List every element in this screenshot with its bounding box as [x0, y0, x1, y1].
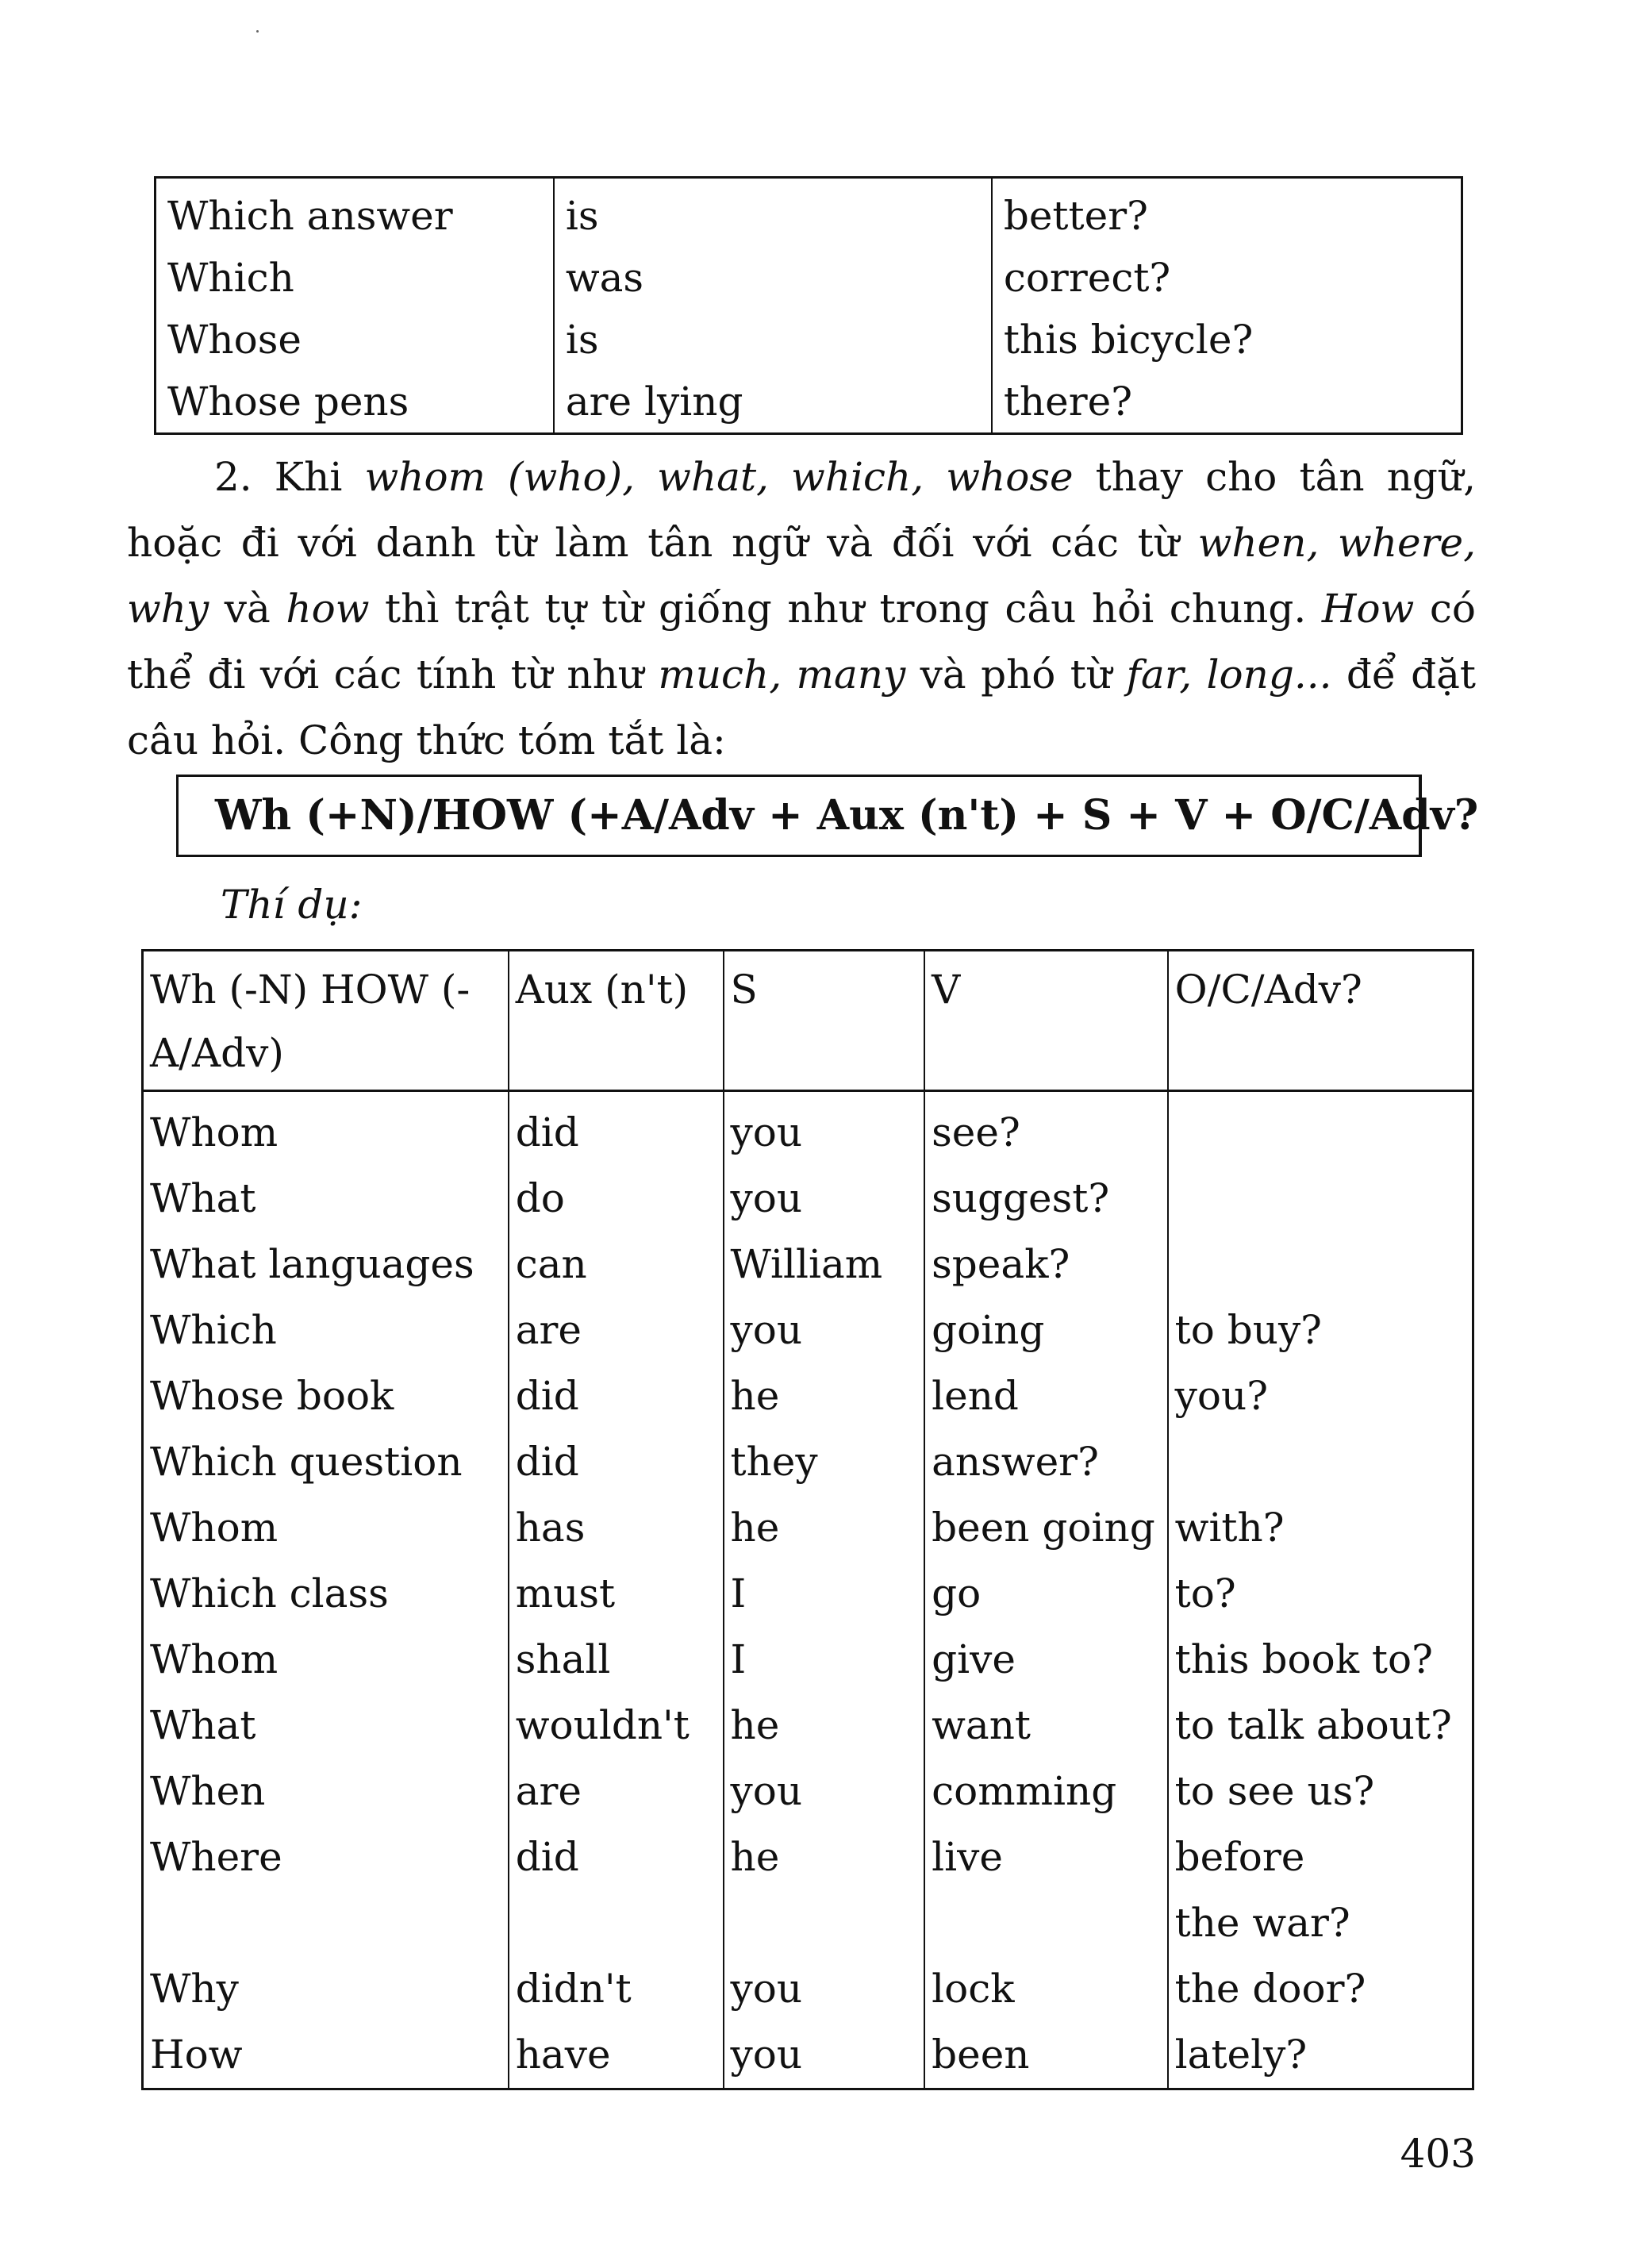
table-cell: Why	[143, 1956, 509, 2022]
para-text: và phó từ	[905, 652, 1127, 698]
table-cell: didn't	[509, 1956, 724, 2022]
table-row	[143, 1363, 1473, 1429]
page-number: 403	[1400, 2131, 1476, 2177]
table-cell: How	[143, 2022, 509, 2089]
table-cell: correct?	[992, 247, 1462, 309]
table-cell: the war?	[1168, 1890, 1473, 1956]
table-cell: live	[924, 1824, 1168, 1890]
table-row	[143, 1495, 1473, 1561]
table-cell: is	[554, 309, 992, 371]
table-cell: I	[724, 1627, 925, 1693]
table-cell: I	[724, 1561, 925, 1627]
para-text: có thể đi với các tính từ như	[127, 586, 1477, 698]
table-cell: Whose pens	[156, 371, 554, 434]
table-cell: you	[724, 1956, 925, 2022]
para-text: để đặt câu hỏi. Công thức tóm tắt là:	[127, 652, 1476, 763]
table-row	[143, 1232, 1473, 1297]
table-cell: to buy?	[1168, 1297, 1473, 1363]
table-cell: this book to?	[1168, 1627, 1473, 1693]
table-row	[156, 309, 1462, 371]
table-cell: is	[554, 178, 992, 248]
table-cell	[924, 1890, 1168, 1956]
example-table-top	[154, 176, 1463, 435]
table-cell: you	[724, 1297, 925, 1363]
formula-box: Wh (+N)/HOW (+A/Adv + Aux (n't) + S + V + O/C/Adv?	[176, 775, 1422, 857]
table-cell: he	[724, 1824, 925, 1890]
table-cell: you	[724, 1759, 925, 1824]
table-row	[143, 1956, 1473, 2022]
table-cell: lately?	[1168, 2022, 1473, 2089]
table-row	[143, 1693, 1473, 1759]
para-text: thay cho tân ngữ, hoặc đi với danh từ làm tân ngữ và đối với các từ	[127, 454, 1476, 566]
table-row	[156, 371, 1462, 434]
table-header-cell: O/C/Adv?	[1168, 951, 1473, 1091]
table-cell	[1168, 1232, 1473, 1297]
table-cell	[1168, 1166, 1473, 1232]
table-cell: wouldn't	[509, 1693, 724, 1759]
table-cell: he	[724, 1495, 925, 1561]
table-cell: to talk about?	[1168, 1693, 1473, 1759]
table-cell: Where	[143, 1824, 509, 1890]
table-cell: Whose book	[143, 1363, 509, 1429]
table-cell: are	[509, 1759, 724, 1824]
table-cell: to see us?	[1168, 1759, 1473, 1824]
table-header-cell: Wh (-N) HOW (-A/Adv)	[143, 951, 509, 1091]
table-cell: are lying	[554, 371, 992, 434]
table-cell	[509, 1890, 724, 1956]
table-row	[156, 247, 1462, 309]
table-cell: he	[724, 1693, 925, 1759]
table-cell: have	[509, 2022, 724, 2089]
table-cell: before	[1168, 1824, 1473, 1890]
table-cell: been going	[924, 1495, 1168, 1561]
table-cell: Whom	[143, 1091, 509, 1167]
para-italic: when, where, why	[127, 520, 1476, 632]
table-cell: you	[724, 1166, 925, 1232]
table-cell: What	[143, 1693, 509, 1759]
table-row	[143, 1824, 1473, 1890]
para-italic: whom (who), what, which, whose	[364, 454, 1074, 500]
table-cell: going	[924, 1297, 1168, 1363]
table-cell: Which	[156, 247, 554, 309]
table-cell: speak?	[924, 1232, 1168, 1297]
speck	[256, 30, 259, 33]
table-cell: suggest?	[924, 1166, 1168, 1232]
table-cell: Which	[143, 1297, 509, 1363]
table-cell: did	[509, 1429, 724, 1495]
table-cell: there?	[992, 371, 1462, 434]
table-cell: this bicycle?	[992, 309, 1462, 371]
table-cell	[1168, 1429, 1473, 1495]
para-italic: far, long...	[1126, 652, 1332, 698]
table-cell: Which answer	[156, 178, 554, 248]
table-row	[143, 1297, 1473, 1363]
para-text: và	[209, 586, 286, 632]
table-row	[156, 178, 1462, 248]
para-text: Khi	[252, 454, 365, 500]
table-cell: he	[724, 1363, 925, 1429]
table-cell: has	[509, 1495, 724, 1561]
table-cell: Whom	[143, 1495, 509, 1561]
table-cell: are	[509, 1297, 724, 1363]
example-table-main	[141, 949, 1474, 2090]
table-cell	[1168, 1091, 1473, 1167]
table-cell: to?	[1168, 1561, 1473, 1627]
table-row	[143, 1759, 1473, 1824]
table-cell: comming	[924, 1759, 1168, 1824]
table-cell: see?	[924, 1091, 1168, 1167]
table-cell: go	[924, 1561, 1168, 1627]
table-cell: must	[509, 1561, 724, 1627]
table-cell: Whose	[156, 309, 554, 371]
para-italic: How	[1321, 586, 1415, 632]
table-cell: answer?	[924, 1429, 1168, 1495]
table-header-cell: S	[724, 951, 925, 1091]
table-row	[143, 1166, 1473, 1232]
table-cell: lend	[924, 1363, 1168, 1429]
table-cell: What languages	[143, 1232, 509, 1297]
table-cell: can	[509, 1232, 724, 1297]
table-row	[143, 1561, 1473, 1627]
explanation-paragraph	[127, 444, 1476, 774]
table-cell: been	[924, 2022, 1168, 2089]
table-cell: the door?	[1168, 1956, 1473, 2022]
table-cell: Which question	[143, 1429, 509, 1495]
table-header-cell: Aux (n't)	[509, 951, 724, 1091]
table-cell	[143, 1890, 509, 1956]
table-cell: they	[724, 1429, 925, 1495]
table-cell: want	[924, 1693, 1168, 1759]
table-cell: was	[554, 247, 992, 309]
table-row	[143, 1890, 1473, 1956]
paragraph-number: 2.	[214, 454, 252, 500]
table-cell: you?	[1168, 1363, 1473, 1429]
table-row	[143, 2022, 1473, 2089]
table-row	[143, 1429, 1473, 1495]
table-cell: with?	[1168, 1495, 1473, 1561]
table-row	[143, 1091, 1473, 1167]
table-cell: What	[143, 1166, 509, 1232]
table-cell: do	[509, 1166, 724, 1232]
table-cell: lock	[924, 1956, 1168, 2022]
table-cell: Whom	[143, 1627, 509, 1693]
table-cell: you	[724, 2022, 925, 2089]
table-header-row	[143, 951, 1473, 1091]
table-cell: Which class	[143, 1561, 509, 1627]
para-text: thì trật tự từ giống như trong câu hỏi chung.	[369, 586, 1322, 632]
example-label: Thí dụ:	[221, 882, 363, 928]
para-italic: much, many	[658, 652, 906, 698]
table-cell: better?	[992, 178, 1462, 248]
table-cell: William	[724, 1232, 925, 1297]
table-cell: you	[724, 1091, 925, 1167]
table-cell	[724, 1890, 925, 1956]
table-cell: shall	[509, 1627, 724, 1693]
table-cell: did	[509, 1363, 724, 1429]
para-italic: how	[286, 586, 370, 632]
table-cell: did	[509, 1091, 724, 1167]
table-cell: give	[924, 1627, 1168, 1693]
table-row	[143, 1627, 1473, 1693]
table-cell: When	[143, 1759, 509, 1824]
table-cell: did	[509, 1824, 724, 1890]
table-header-cell: V	[924, 951, 1168, 1091]
